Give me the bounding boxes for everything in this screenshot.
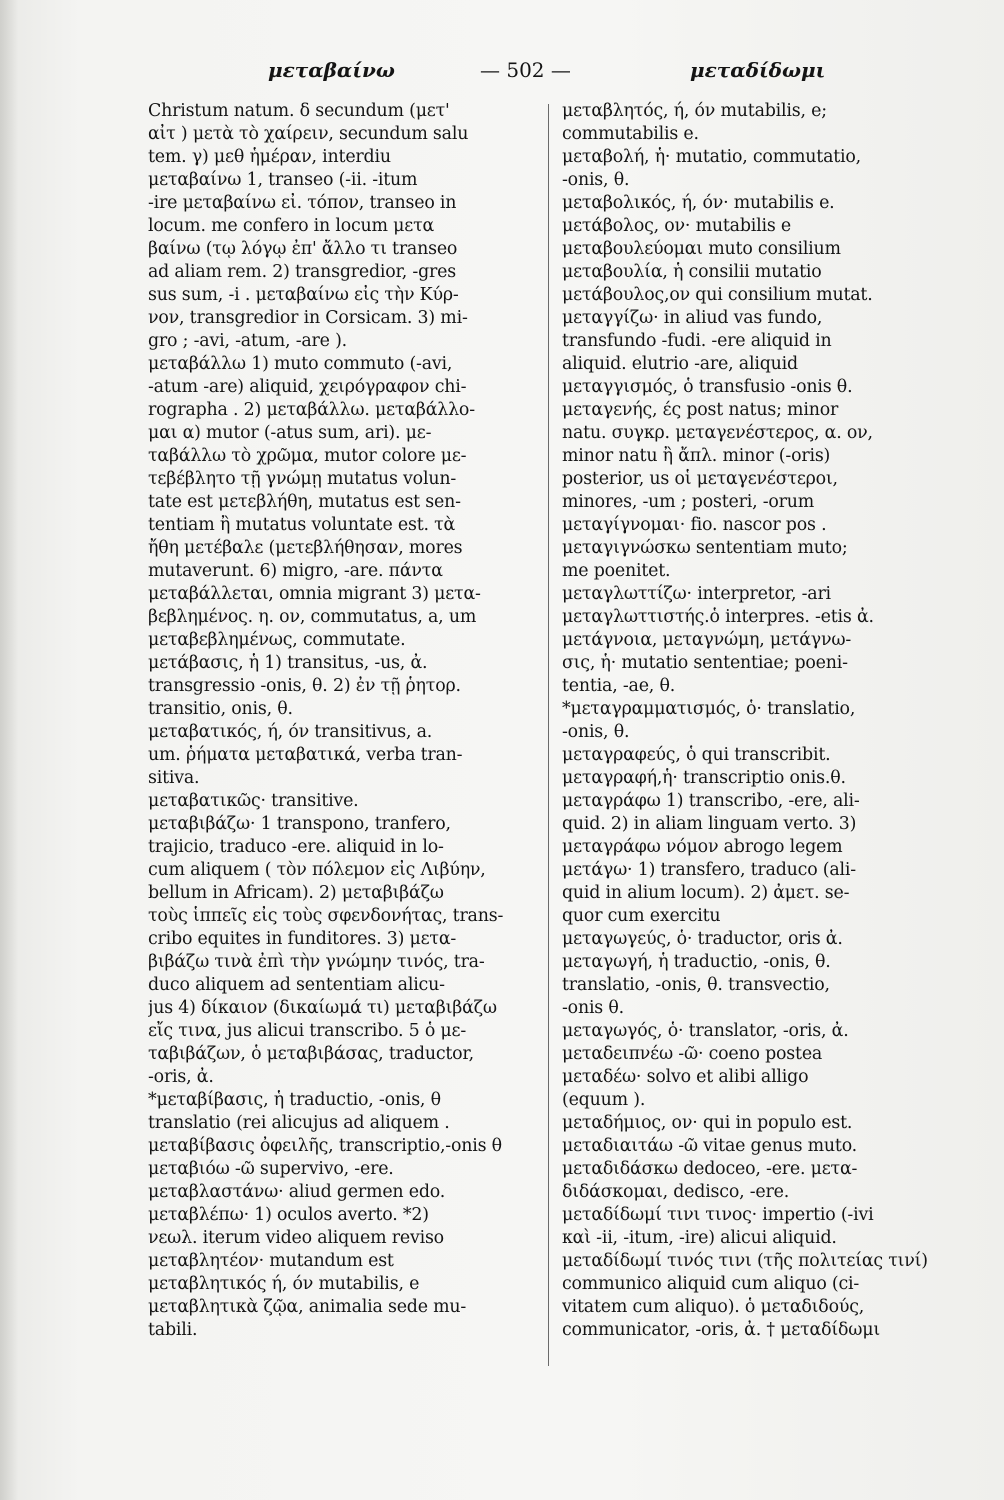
dictionary-line: rographa . 2) μεταβάλλω. μεταβάλλο- bbox=[148, 400, 475, 420]
dictionary-line: natu. συγκρ. μεταγενέστερος, α. ον, bbox=[562, 423, 873, 443]
dictionary-line: μεταγραφή,ἡ· transcriptio onis.θ. bbox=[562, 768, 846, 788]
dictionary-line: μεταδίδωμί τινι τινος· impertio (-ivi bbox=[562, 1205, 874, 1225]
dictionary-line: μεταβουλία, ἡ consilii mutatio bbox=[562, 262, 822, 282]
dictionary-line: μεταγγίζω· in aliud vas fundo, bbox=[562, 308, 823, 328]
dictionary-line: μεταβάλλω 1) muto commuto (-avi, bbox=[148, 354, 453, 374]
dictionary-line: καὶ -ii, -itum, -ire) alicui aliquid. bbox=[562, 1228, 837, 1248]
dictionary-line: jus 4) δίκαιον (δικαίωμά τι) μεταβιβάζω bbox=[148, 998, 497, 1018]
dictionary-line: minor natu ἢ ἄπλ. minor (-oris) bbox=[562, 446, 831, 466]
dictionary-line: μεταδέω· solvo et alibi alligo bbox=[562, 1067, 809, 1087]
dictionary-line: μεταγωγός, ὁ· translator, -oris, ἀ. bbox=[562, 1021, 849, 1041]
dictionary-line: tentiam ἢ mutatus voluntate est. τὰ bbox=[148, 515, 456, 535]
dictionary-line: αἰτ ) μετὰ τὸ χαίρειν, secundum salu bbox=[148, 124, 469, 144]
dictionary-line: μεταβλητέον· mutandum est bbox=[148, 1251, 394, 1271]
dictionary-line: μεταβατικῶς· transitive. bbox=[148, 791, 359, 811]
dictionary-line: transfundo -fudi. -ere aliquid in bbox=[562, 331, 832, 351]
dictionary-line: *μεταβίβασις, ἡ traductio, -onis, θ bbox=[148, 1090, 441, 1110]
dictionary-line: μεταβουλεύομαι muto consilium bbox=[562, 239, 841, 259]
left-column bbox=[148, 100, 534, 1400]
dictionary-line: νον, transgredior in Corsicam. 3) mi- bbox=[148, 308, 468, 328]
column-divider bbox=[548, 104, 549, 1366]
dictionary-line: ἤθη μετέβαλε (μετεβλήθησαν, mores bbox=[148, 538, 463, 558]
dictionary-line: μεταγωγή, ἡ traductio, -onis, θ. bbox=[562, 952, 831, 972]
dictionary-line: βαίνω (τῳ λόγῳ ἐπ' ἄλλο τι transeo bbox=[148, 239, 458, 259]
dictionary-line: μεταγγισμός, ὁ transfusio -onis θ. bbox=[562, 377, 853, 397]
dictionary-line: μεταβλητικός ή, όν mutabilis, e bbox=[148, 1274, 420, 1294]
dictionary-line: translatio (rei alicujus ad aliquem . bbox=[148, 1113, 450, 1133]
dictionary-line: μετάβολος, ον· mutabilis e bbox=[562, 216, 791, 236]
dictionary-line: ad aliam rem. 2) transgredior, -gres bbox=[148, 262, 456, 282]
dictionary-line: μετάβασις, ἡ 1) transitus, -us, ἀ. bbox=[148, 653, 428, 673]
dictionary-line: μεταγίγνομαι· fio. nascor pos . bbox=[562, 515, 827, 535]
dictionary-line: βιβάζω τινὰ ἐπὶ τὴν γνώμην τινός, tra- bbox=[148, 952, 485, 972]
dictionary-line: communicator, -oris, ἀ. † μεταδίδωμι bbox=[562, 1320, 880, 1340]
dictionary-line: μεταδίδωμί τινός τινι (τῆς πολιτείας τινί) bbox=[562, 1251, 928, 1271]
dictionary-line: cribo equites in funditores. 3) μετα- bbox=[148, 929, 457, 949]
dictionary-line: locum. me confero in locum μετα bbox=[148, 216, 435, 236]
dictionary-line: μεταγενής, ές post natus; minor bbox=[562, 400, 839, 420]
dictionary-line: aliquid. elutrio -are, aliquid bbox=[562, 354, 798, 374]
dictionary-line: quid. 2) in aliam linguam verto. 3) bbox=[562, 814, 857, 834]
dictionary-line: tentia, -ae, θ. bbox=[562, 676, 676, 696]
dictionary-line: μεταγράφω νόμον abrogo legem bbox=[562, 837, 843, 857]
dictionary-line: μαι α) mutor (-atus sum, ari). με- bbox=[148, 423, 432, 443]
dictionary-line: minores, -um ; posteri, -orum bbox=[562, 492, 815, 512]
dictionary-line: μεταγλωττιστής.ὁ interpres. -etis ἀ. bbox=[562, 607, 874, 627]
dictionary-line: sus sum, -i . μεταβαίνω εἰς τὴν Κύρ- bbox=[148, 285, 459, 305]
dictionary-line: posterior, us οἱ μεταγενέστεροι, bbox=[562, 469, 838, 489]
dictionary-line: μεταγωγεύς, ὁ· traductor, oris ἀ. bbox=[562, 929, 843, 949]
dictionary-line: (equum ). bbox=[562, 1090, 646, 1110]
dictionary-line: μεταβολή, ἡ· mutatio, commutatio, bbox=[562, 147, 861, 167]
page-number: — 502 — bbox=[480, 58, 571, 82]
dictionary-line: ταβιβάζων, ὁ μεταβιβάσας, traductor, bbox=[148, 1044, 474, 1064]
dictionary-line: βεβλημένος. η. ον, commutatus, a, um bbox=[148, 607, 477, 627]
dictionary-line: μετάγνοια, μεταγνώμη, μετάγνω- bbox=[562, 630, 852, 650]
dictionary-line: -oris, ἀ. bbox=[148, 1067, 214, 1087]
dictionary-line: -atum -are) aliquid, χειρόγραφον chi- bbox=[148, 377, 467, 397]
dictionary-line: translatio, -onis, θ. transvectio, bbox=[562, 975, 830, 995]
dictionary-line: um. ῥήματα μεταβατικά, verba tran- bbox=[148, 745, 463, 765]
dictionary-line: cum aliquem ( τὸν πόλεμον εἰς Λιβύην, bbox=[148, 860, 486, 880]
dictionary-line: μεταδιδάσκω dedoceo, -ere. μετα- bbox=[562, 1159, 858, 1179]
dictionary-line: trajicio, traduco -ere. aliquid in lo- bbox=[148, 837, 444, 857]
dictionary-line: μεταβίβασις ὀφειλῆς, transcriptio,-onis θ bbox=[148, 1136, 502, 1156]
dictionary-line: μεταβολικός, ή, όν· mutabilis e. bbox=[562, 193, 835, 213]
dictionary-line: Christum natum. δ secundum (μετ' bbox=[148, 101, 450, 121]
dictionary-line: μεταβατικός, ή, όν transitivus, a. bbox=[148, 722, 433, 742]
dictionary-line: *μεταγραμματισμός, ὁ· translatio, bbox=[562, 699, 856, 719]
dictionary-line: μεταγιγνώσκω sententiam muto; bbox=[562, 538, 848, 558]
dictionary-line: μεταγλωττίζω· interpretor, -ari bbox=[562, 584, 831, 604]
dictionary-line: μεταγραφεύς, ὁ qui transcribit. bbox=[562, 745, 831, 765]
dictionary-line: gro ; -avi, -atum, -are ). bbox=[148, 331, 347, 351]
dictionary-line: εἴς τινα, jus alicui transcribo. 5 ὁ με- bbox=[148, 1021, 467, 1041]
dictionary-line: communico aliquid cum aliquo (ci- bbox=[562, 1274, 860, 1294]
dictionary-line: μεταβιόω -ῶ supervivo, -ere. bbox=[148, 1159, 394, 1179]
dictionary-line: -onis, θ. bbox=[562, 170, 630, 190]
dictionary-line: μεταβλέπω· 1) oculos averto. *2) bbox=[148, 1205, 429, 1225]
dictionary-line: τοὺς ἱππεῖς εἰς τοὺς σφενδονήτας, trans- bbox=[148, 906, 504, 926]
dictionary-line: νεωλ. iterum video aliquem reviso bbox=[148, 1228, 444, 1248]
dictionary-line: μεταβλητός, ή, όν mutabilis, e; bbox=[562, 101, 827, 121]
dictionary-line: tate est μετεβλήθη, mutatus est sen- bbox=[148, 492, 461, 512]
dictionary-line: tem. γ) μεθ ἡμέραν, interdiu bbox=[148, 147, 391, 167]
dictionary-line: transitio, onis, θ. bbox=[148, 699, 293, 719]
dictionary-line: μεταδειπνέω -ῶ· coeno postea bbox=[562, 1044, 823, 1064]
header-right-guide-word: μεταδίδωμι bbox=[690, 58, 826, 82]
dictionary-line: -onis, θ. bbox=[562, 722, 630, 742]
dictionary-line: me poenitet. bbox=[562, 561, 671, 581]
dictionary-line: μεταβλαστάνω· aliud germen edo. bbox=[148, 1182, 446, 1202]
dictionary-line: sitiva. bbox=[148, 768, 200, 788]
dictionary-line: ταβάλλω τὸ χρῶμα, mutor colore με- bbox=[148, 446, 467, 466]
page-gutter-shadow bbox=[0, 0, 18, 1500]
dictionary-line: μετάβουλος,ον qui consilium mutat. bbox=[562, 285, 873, 305]
dictionary-line: μεταβιβάζω· 1 transpono, tranfero, bbox=[148, 814, 451, 834]
page-header bbox=[0, 54, 1004, 88]
dictionary-line: μεταγράφω 1) transcribo, -ere, ali- bbox=[562, 791, 860, 811]
dictionary-line: bellum in Africam). 2) μεταβιβάζω bbox=[148, 883, 444, 903]
dictionary-line: tabili. bbox=[148, 1320, 198, 1340]
dictionary-line: quid in alium locum). 2) ἀμετ. se- bbox=[562, 883, 850, 903]
dictionary-line: commutabilis e. bbox=[562, 124, 699, 144]
dictionary-line: μετάγω· 1) transfero, traduco (ali- bbox=[562, 860, 856, 880]
dictionary-line: μεταδιαιτάω -ῶ vitae genus muto. bbox=[562, 1136, 857, 1156]
dictionary-line: -onis θ. bbox=[562, 998, 624, 1018]
dictionary-line: τεβέβλητο τῇ γνώμῃ mutatus volun- bbox=[148, 469, 456, 489]
dictionary-line: quor cum exercitu bbox=[562, 906, 721, 926]
header-left-guide-word: μεταβαίνω bbox=[268, 58, 395, 82]
dictionary-line: transgressio -onis, θ. 2) ἐν τῇ ῥητορ. bbox=[148, 676, 461, 696]
dictionary-line: μεταβεβλημένως, commutate. bbox=[148, 630, 406, 650]
right-column bbox=[562, 100, 970, 1400]
dictionary-line: σις, ἡ· mutatio sententiae; poeni- bbox=[562, 653, 848, 673]
dictionary-line: διδάσκομαι, dedisco, -ere. bbox=[562, 1182, 790, 1202]
dictionary-line: -ire μεταβαίνω εἰ. τόπον, transeo in bbox=[148, 193, 457, 213]
dictionary-line: duco aliquem ad sententiam alicu- bbox=[148, 975, 445, 995]
dictionary-line: vitatem cum aliquo). ὁ μεταδιδούς, bbox=[562, 1297, 865, 1317]
dictionary-line: μεταβλητικὰ ζῷα, animalia sede mu- bbox=[148, 1297, 467, 1317]
dictionary-line: mutaverunt. 6) migro, -are. πάντα bbox=[148, 561, 443, 581]
dictionary-line: μεταδήμιος, ον· qui in populo est. bbox=[562, 1113, 853, 1133]
dictionary-line: μεταβαίνω 1, transeo (-ii. -itum bbox=[148, 170, 418, 190]
dictionary-line: μεταβάλλεται, omnia migrant 3) μετα- bbox=[148, 584, 481, 604]
